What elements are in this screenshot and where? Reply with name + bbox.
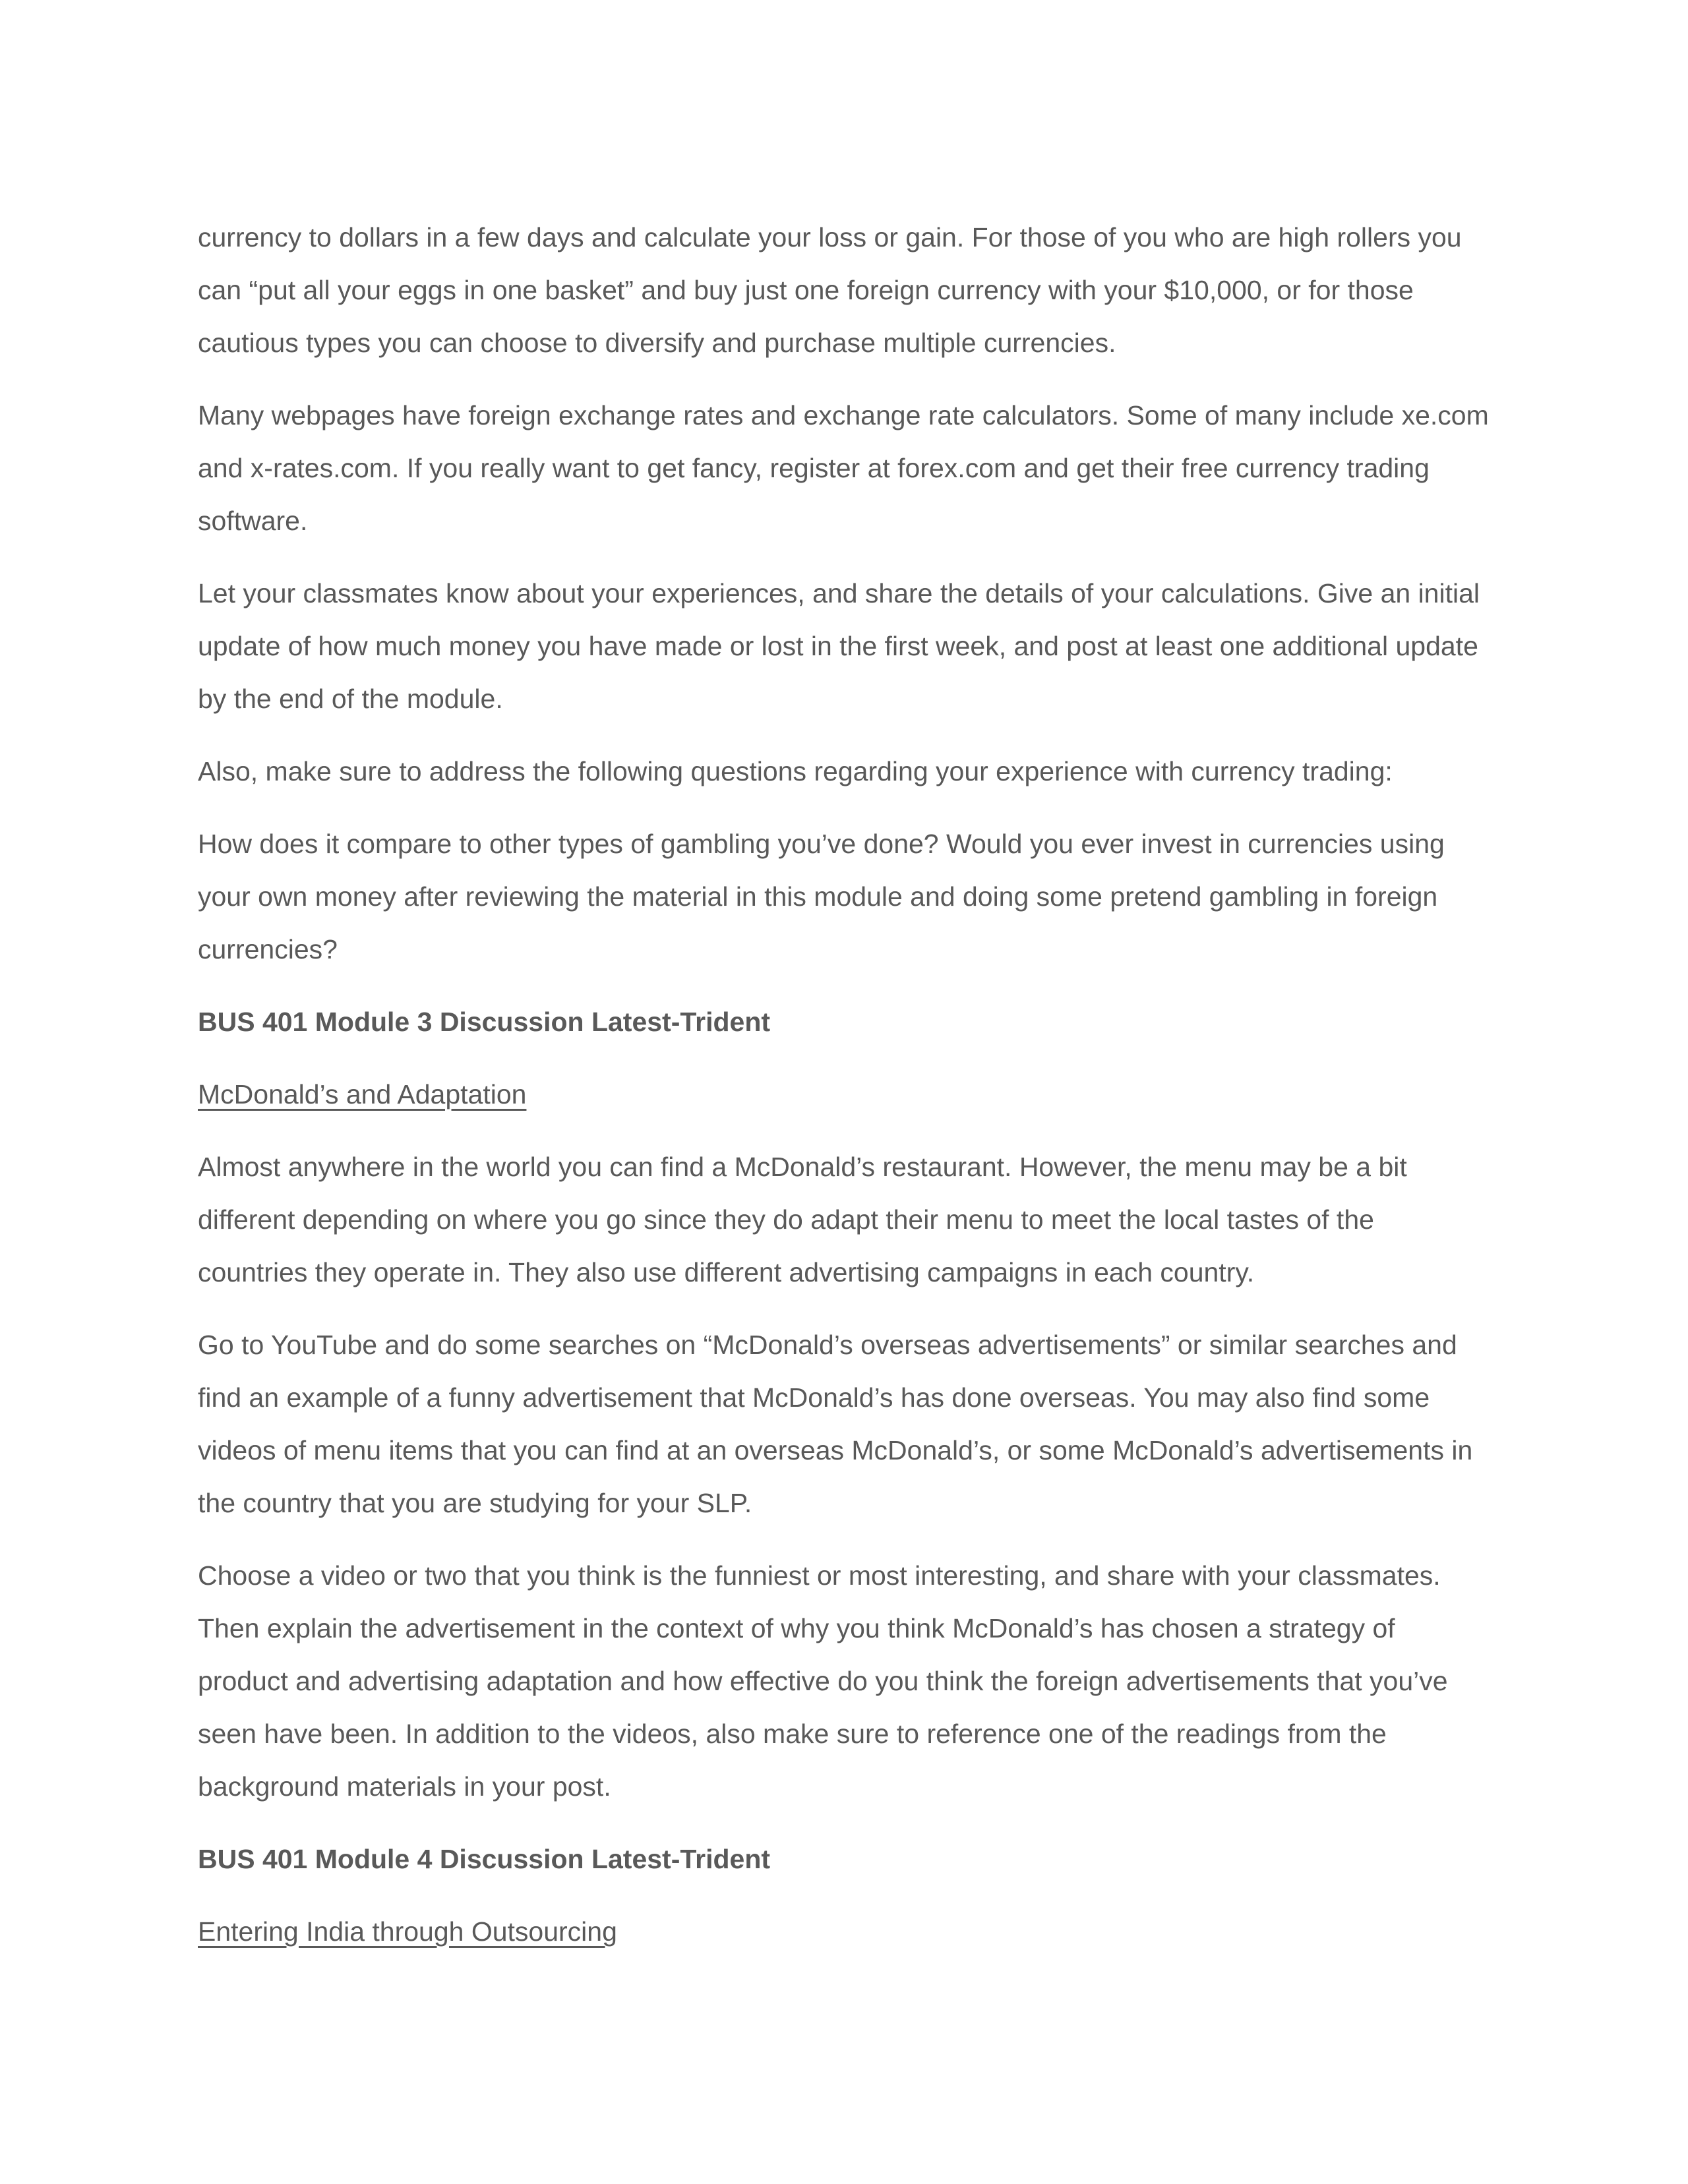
paragraph-youtube-search: Go to YouTube and do some searches on “McDonald’s overseas advertisements” or similar searches and find an example of a funny advertisement that McDonald’s has done overseas. You may also find some videos of menu items that you can find at an overseas McDonald’s, or some McDonald’s advertisements in the country that you are studying for your SLP. [198,1330,1473,1518]
paragraph-currency-trading: currency to dollars in a few days and calculate your loss or gain. For those of you who are high rollers you can “put all your eggs in one basket” and buy just one foreign currency with your $10,000, or for those cautious types you can choose to diversify and purchase multiple currencies. [198,222,1462,358]
paragraph-choose-video: Choose a video or two that you think is the funniest or most interesting, and share with your classmates. Then explain the advertisement in the context of why you think McDonald’s has chosen a strategy of product and advertising adaptation and how effective do you think the foreign advertisements that you’ve seen have been. In addition to the videos, also make sure to reference one of the readings from the background materials in your post. [198,1560,1448,1802]
paragraph-gambling-questions: How does it compare to other types of gambling you’ve done? Would you ever invest in currencies using your own money after reviewing the material in this module and doing some pretend gambling in foreign currencies? [198,829,1445,964]
module3-subheading [198,1068,1490,1121]
module4-subheading-text: Entering India through Outsourcing [198,1916,617,1947]
paragraph-mcdonalds-menu: Almost anywhere in the world you can find a McDonald’s restaurant. However, the menu may be a bit different depending on where you go since they do adapt their menu to meet the local tastes of the countries they operate in. They also use different advertising campaigns in each country. [198,1152,1407,1287]
module4-subheading [198,1905,1490,1958]
document-page [198,211,1490,1978]
paragraph-questions-intro: Also, make sure to address the following questions regarding your experience with currency trading: [198,756,1393,786]
module4-heading: BUS 401 Module 4 Discussion Latest-Trident [198,1844,771,1874]
module3-heading: BUS 401 Module 3 Discussion Latest-Trident [198,1007,771,1037]
paragraph-share-experiences: Let your classmates know about your experiences, and share the details of your calculations. Give an initial update of how much money you have made or lost in the first week, and post at least one additional update by the end of the module. [198,578,1480,714]
paragraph-exchange-websites: Many webpages have foreign exchange rates and exchange rate calculators. Some of many include xe.com and x-rates.com. If you really want to get fancy, register at forex.com and get their free currency trading software. [198,400,1489,536]
module3-subheading-text: McDonald’s and Adaptation [198,1079,527,1109]
